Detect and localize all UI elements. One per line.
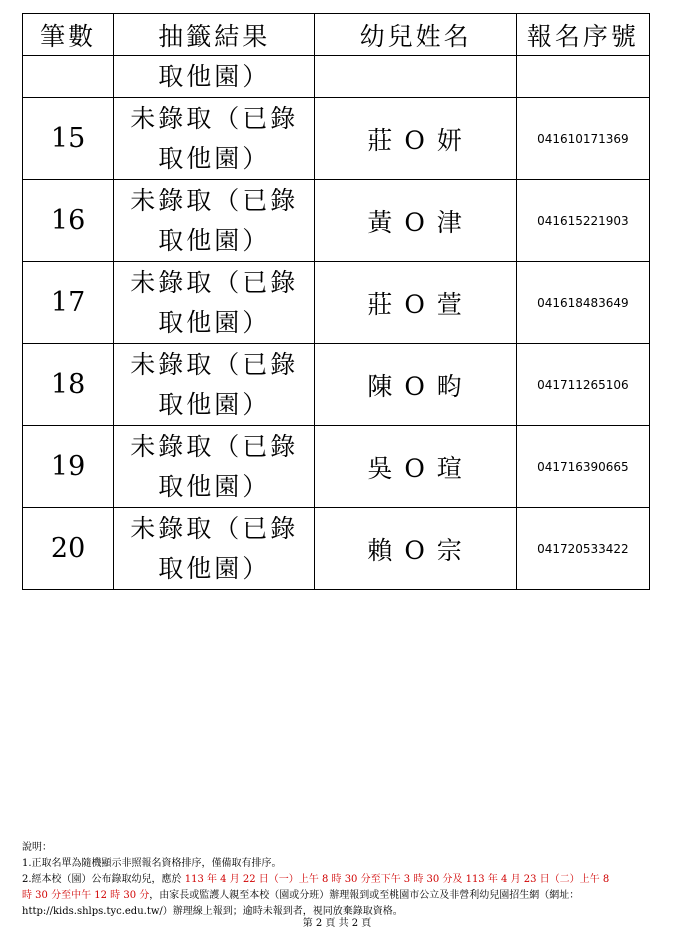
table-row (23, 180, 650, 262)
row-child-name: 莊 O 萱 (315, 262, 516, 344)
row-child-name: 莊 O 妍 (315, 98, 516, 180)
header-row (23, 14, 650, 56)
continued-result: 取他園） (114, 56, 315, 98)
notes-deadline-highlight: 113 年 4 月 22 日（一）上午 8 時 30 分至下午 3 時 30 分及 113 年 4 月 23 日（二）上午 8 (184, 874, 610, 885)
row-number: 17 (23, 262, 114, 344)
row-registration-number: 041610171369 (516, 98, 649, 180)
result-line: 未錄取（已錄 (130, 513, 299, 543)
result-line: 取他園） (158, 553, 271, 583)
result-line: 未錄取（已錄 (130, 103, 299, 133)
result-line: 取他園） (158, 143, 271, 173)
result-line: 未錄取（已錄 (130, 349, 299, 379)
row-child-name: 吳 O 瑄 (315, 426, 516, 508)
table-cell (516, 56, 649, 98)
result-line: 取他園） (158, 389, 271, 419)
notes-text: ，由家長或監護人親至本校（園或分班）辦理報到或至桃園市公立及非營利幼兒園招生網（網址： (149, 890, 580, 901)
row-number: 19 (23, 426, 114, 508)
row-registration-number: 041615221903 (516, 180, 649, 262)
result-line: 取他園） (158, 225, 271, 255)
result-line: 未錄取（已錄 (130, 185, 299, 215)
continued-row (23, 56, 650, 98)
results-table (22, 13, 650, 590)
table-row (23, 508, 650, 590)
result-line: 取他園） (158, 471, 271, 501)
notes-line-1: 1.正取名單為隨機顯示非照報名資格排序，僅備取有排序。 (22, 858, 282, 869)
row-number: 16 (23, 180, 114, 262)
row-number: 15 (23, 98, 114, 180)
row-child-name: 陳 O 畇 (315, 344, 516, 426)
header-registration-number: 報名序號 (516, 14, 649, 56)
row-result (114, 180, 315, 262)
row-result (114, 98, 315, 180)
header-count: 筆數 (23, 14, 114, 56)
notes-line-4: http://kids.shlps.tyc.edu.tw/）辦理線上報到；逾時未報到者，視同放棄錄取資格。 (22, 906, 403, 917)
result-line: 取他園） (158, 307, 271, 337)
notes-text: 2.經本校（園）公布錄取幼兒，應於 (22, 874, 185, 885)
result-line: 未錄取（已錄 (130, 267, 299, 297)
header-draw-result: 抽籤結果 (114, 14, 315, 56)
row-result (114, 344, 315, 426)
notes-section (22, 840, 652, 920)
page-number-footer: 第 2 頁 共 2 頁 (302, 918, 372, 929)
notes-deadline-highlight: 時 30 分至中午 12 時 30 分 (22, 890, 150, 901)
table-row (23, 98, 650, 180)
table-cell (315, 56, 516, 98)
row-registration-number: 041720533422 (516, 508, 649, 590)
table-cell (23, 56, 114, 98)
row-child-name: 黃 O 津 (315, 180, 516, 262)
table-row (23, 426, 650, 508)
table-row (23, 344, 650, 426)
row-registration-number: 041618483649 (516, 262, 649, 344)
notes-line-3 (22, 888, 652, 904)
notes-title: 說明： (22, 842, 52, 853)
row-result (114, 426, 315, 508)
row-result (114, 508, 315, 590)
table-row (23, 262, 650, 344)
result-line: 未錄取（已錄 (130, 431, 299, 461)
row-registration-number: 041711265106 (516, 344, 649, 426)
row-result (114, 262, 315, 344)
row-number: 18 (23, 344, 114, 426)
row-child-name: 賴 O 宗 (315, 508, 516, 590)
header-child-name: 幼兒姓名 (315, 14, 516, 56)
notes-line-2 (22, 872, 652, 888)
row-number: 20 (23, 508, 114, 590)
row-registration-number: 041716390665 (516, 426, 649, 508)
